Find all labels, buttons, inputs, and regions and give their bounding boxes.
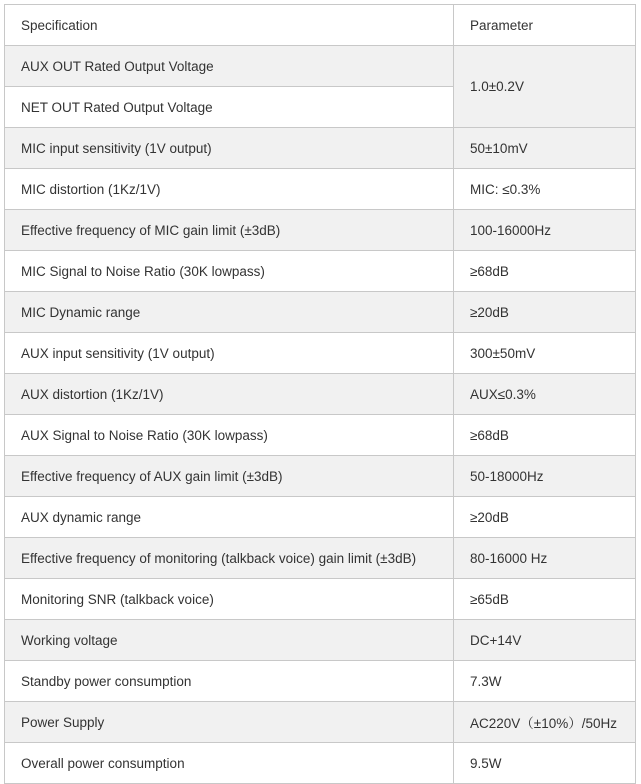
spec-cell: Overall power consumption [5,743,454,784]
table-row [5,374,636,415]
table-row [5,128,636,169]
table-row [5,743,636,784]
param-cell: ≥20dB [454,292,636,333]
param-cell: 100-16000Hz [454,210,636,251]
spec-cell: AUX input sensitivity (1V output) [5,333,454,374]
table-row [5,415,636,456]
table-row [5,251,636,292]
spec-cell: Standby power consumption [5,661,454,702]
spec-cell: AUX Signal to Noise Ratio (30K lowpass) [5,415,454,456]
param-cell: 50±10mV [454,128,636,169]
spec-cell: AUX dynamic range [5,497,454,538]
table-row [5,456,636,497]
param-cell: ≥65dB [454,579,636,620]
spec-table [4,4,636,784]
table-row [5,661,636,702]
spec-cell: MIC distortion (1Kz/1V) [5,169,454,210]
spec-cell: MIC input sensitivity (1V output) [5,128,454,169]
spec-cell: MIC Dynamic range [5,292,454,333]
table-row [5,538,636,579]
table-row [5,292,636,333]
spec-cell: AUX distortion (1Kz/1V) [5,374,454,415]
spec-cell: AUX OUT Rated Output Voltage [5,46,454,87]
param-cell: ≥68dB [454,415,636,456]
spec-cell: NET OUT Rated Output Voltage [5,87,454,128]
spec-cell: Effective frequency of monitoring (talkback voice) gain limit (±3dB) [5,538,454,579]
table-body [5,46,636,784]
spec-cell: Monitoring SNR (talkback voice) [5,579,454,620]
table-header-row [5,5,636,46]
param-cell: DC+14V [454,620,636,661]
spec-cell: Working voltage [5,620,454,661]
table-row [5,702,636,743]
param-cell: 300±50mV [454,333,636,374]
spec-cell: Effective frequency of MIC gain limit (±3dB) [5,210,454,251]
param-cell: 80-16000 Hz [454,538,636,579]
param-cell: AC220V（±10%）/50Hz [454,702,636,743]
spec-cell: MIC Signal to Noise Ratio (30K lowpass) [5,251,454,292]
param-cell: AUX≤0.3% [454,374,636,415]
header-specification: Specification [5,5,454,46]
spec-cell: Effective frequency of AUX gain limit (±3dB) [5,456,454,497]
param-cell: ≥68dB [454,251,636,292]
table-row [5,169,636,210]
param-cell: MIC: ≤0.3% [454,169,636,210]
table-row [5,210,636,251]
param-cell: 7.3W [454,661,636,702]
spec-cell: Power Supply [5,702,454,743]
param-cell: 1.0±0.2V [454,46,636,128]
param-cell: ≥20dB [454,497,636,538]
table-row [5,579,636,620]
table-row [5,46,636,87]
table-row [5,333,636,374]
table-row [5,497,636,538]
table-row [5,620,636,661]
param-cell: 9.5W [454,743,636,784]
param-cell: 50-18000Hz [454,456,636,497]
header-parameter: Parameter [454,5,636,46]
